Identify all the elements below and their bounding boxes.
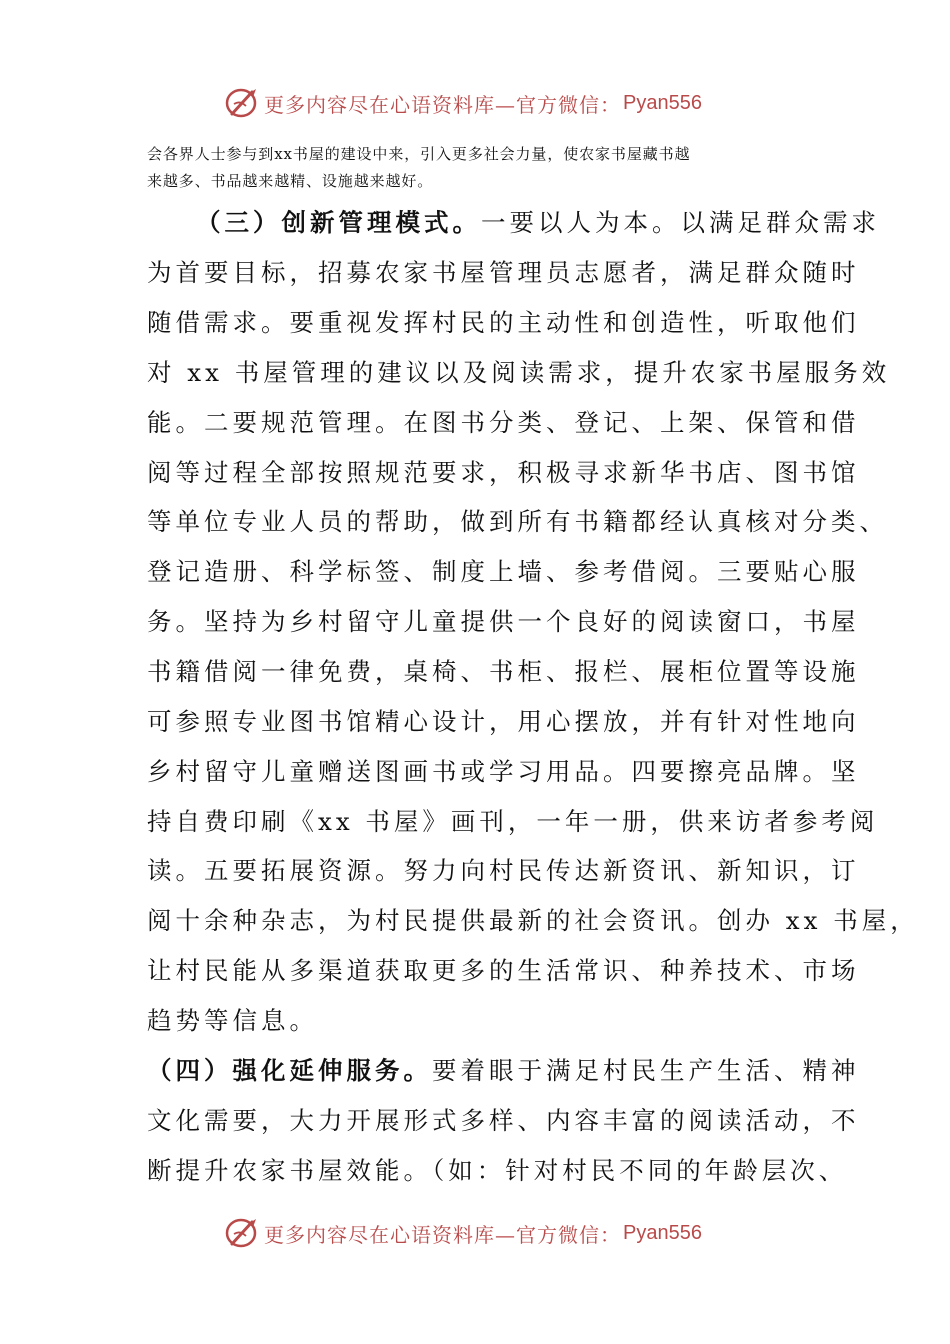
watermark-wechat-id: Pyan556 xyxy=(623,1221,702,1244)
text-line: 书籍借阅一律免费，桌椅、书柜、报栏、展柜位置等设施 xyxy=(147,657,860,686)
text-line: 一要以人为本。以满足群众需求 xyxy=(481,208,880,237)
text-line: 乡村留守儿童赠送图画书或学习用品。四要擦亮品牌。坚 xyxy=(147,757,860,786)
text-line: 趋势等信息。 xyxy=(147,1006,318,1035)
text-line: 登记造册、科学标签、制度上墙、参考借阅。三要贴心服 xyxy=(147,557,860,586)
text-line: 等单位专业人员的帮助，做到所有书籍都经认真核对分类、 xyxy=(147,507,888,536)
pen-logo-icon xyxy=(224,86,260,120)
text-line: 阅等过程全部按照规范要求，积极寻求新华书店、图书馆 xyxy=(147,458,860,487)
pen-logo-icon xyxy=(224,1216,260,1250)
text-line: 读。五要拓展资源。努力向村民传达新资讯、新知识，订 xyxy=(147,856,860,885)
paragraph-4-first-line xyxy=(147,1052,860,1087)
text-line: 对 xx 书屋管理的建议以及阅读需求，提升农家书屋服务效 xyxy=(147,358,891,387)
text-line: 会各界人士参与到xx书屋的建设中来，引入更多社会力量，使农家书屋藏书越 xyxy=(147,145,691,163)
text-line: 让村民能从多渠道获取更多的生活常识、种养技术、市场 xyxy=(147,956,860,985)
text-line: 断提升农家书屋效能。（如：针对村民不同的年龄层次、 xyxy=(147,1156,848,1185)
text-line: 务。坚持为乡村留守儿童提供一个良好的阅读窗口，书屋 xyxy=(147,607,860,636)
text-line: 随借需求。要重视发挥村民的主动性和创造性，听取他们 xyxy=(147,308,860,337)
paragraph-3-first-line xyxy=(196,204,880,239)
text-line: 持自费印刷《xx 书屋》画刊，一年一册，供来访者参考阅 xyxy=(147,807,879,836)
watermark-wechat-id: Pyan556 xyxy=(623,91,702,114)
text-line: 来越多、书品越来越精、设施越来越好。 xyxy=(147,172,434,190)
section-heading-3: （三）创新管理模式。 xyxy=(196,208,481,237)
text-line: 阅十余种杂志，为村民提供最新的社会资讯。创办 xx 书屋， xyxy=(147,906,919,935)
header-watermark xyxy=(0,82,950,122)
section-heading-4: （四）强化延伸服务。 xyxy=(147,1056,432,1085)
text-line: 为首要目标，招募农家书屋管理员志愿者，满足群众随时 xyxy=(147,258,860,287)
watermark-text: 更多内容尽在心语资料库—官方微信： xyxy=(264,92,621,117)
text-line: 能。二要规范管理。在图书分类、登记、上架、保管和借 xyxy=(147,408,860,437)
text-line: 可参照专业图书馆精心设计，用心摆放，并有针对性地向 xyxy=(147,707,860,736)
watermark-text: 更多内容尽在心语资料库—官方微信： xyxy=(264,1222,621,1247)
text-line: 要着眼于满足村民生产生活、精神 xyxy=(432,1056,860,1085)
text-line: 文化需要，大力开展形式多样、内容丰富的阅读活动，不 xyxy=(147,1106,860,1135)
footer-watermark xyxy=(0,1212,950,1252)
